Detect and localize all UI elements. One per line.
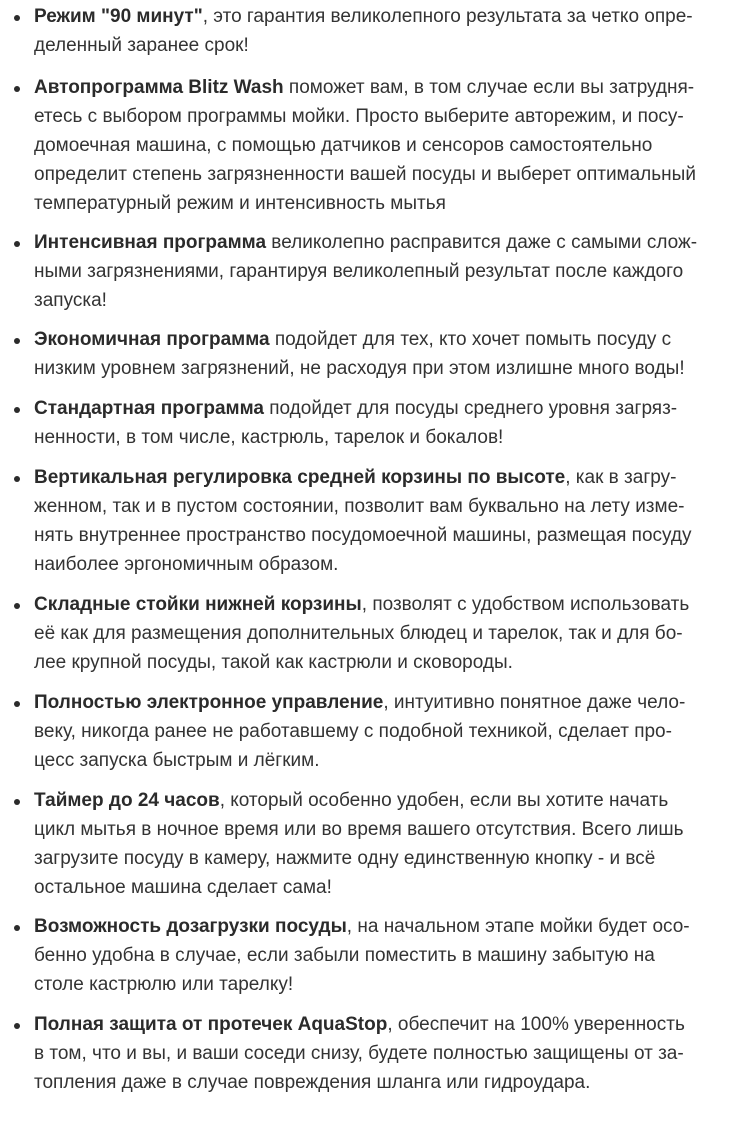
text-line — [34, 815, 744, 844]
text-line — [34, 941, 744, 970]
feature-description: цикл мытья в ночное время или во время вашего отсутствия. Всего лишь — [34, 819, 684, 840]
feature-item — [34, 2, 744, 60]
text-line — [34, 746, 744, 775]
text-line — [34, 2, 744, 31]
feature-description: , обеспечит на 100% уверенность — [387, 1014, 685, 1035]
feature-term: Полная защита от протечек AquaStop — [34, 1014, 388, 1035]
feature-term: Полностью электронное управление — [34, 692, 384, 713]
feature-term: Вертикальная регулировка средней корзины по высоте — [34, 467, 566, 488]
feature-description: запуска! — [34, 290, 107, 311]
feature-item — [34, 325, 744, 383]
text-line — [34, 688, 744, 717]
text-line — [34, 257, 744, 286]
feature-item — [34, 688, 744, 775]
text-line — [34, 844, 744, 873]
feature-description: , это гарантия великолепного результата за четко опре- — [202, 6, 693, 27]
feature-description: великолепно расправится даже с самыми слож- — [266, 232, 698, 253]
feature-term: Автопрограмма Blitz Wash — [34, 77, 284, 98]
feature-term: Возможность дозагрузки посуды — [34, 916, 347, 937]
text-line — [34, 1010, 744, 1039]
text-line — [34, 160, 744, 189]
text-line — [34, 521, 744, 550]
feature-description: , который особенно удобен, если вы хотите начать — [219, 790, 669, 811]
feature-term: Интенсивная программа — [34, 232, 267, 253]
text-line — [34, 423, 744, 452]
feature-description: определит степень загрязненности вашей посуды и выберет оптимальный — [34, 164, 696, 185]
feature-description: домоечная машина, с помощью датчиков и сенсоров самостоятельно — [34, 135, 653, 156]
text-line — [34, 102, 744, 131]
feature-description: остальное машина сделает сама! — [34, 877, 332, 898]
feature-item — [34, 394, 744, 452]
feature-description: ными загрязнениями, гарантируя великолепный результат после каждого — [34, 261, 684, 282]
feature-description: , как в загру- — [565, 467, 677, 488]
feature-description: подойдет для тех, кто хочет помыть посуду с — [269, 329, 672, 350]
feature-term: Складные стойки нижней корзины — [34, 594, 362, 615]
bullet-icon — [14, 86, 20, 92]
feature-description: , на начальном этапе мойки будет осо- — [346, 916, 690, 937]
text-line — [34, 492, 744, 521]
feature-description: , позволят с удобством использовать — [361, 594, 690, 615]
feature-description: подойдет для посуды среднего уровня загряз- — [263, 398, 678, 419]
bullet-icon — [14, 338, 20, 344]
text-line — [34, 1068, 744, 1097]
bullet-icon — [14, 1023, 20, 1029]
text-line — [34, 73, 744, 102]
feature-item — [34, 912, 744, 999]
text-line — [34, 354, 744, 383]
bullet-icon — [14, 603, 20, 609]
text-line — [34, 1039, 744, 1068]
feature-term: Экономичная программа — [34, 329, 270, 350]
bullet-icon — [14, 925, 20, 931]
feature-description: её как для размещения дополнительных блюдец и тарелок, так и для бо- — [34, 623, 683, 644]
text-line — [34, 912, 744, 941]
bullet-icon — [14, 407, 20, 413]
feature-description: бенно удобна в случае, если забыли поместить в машину забытую на — [34, 945, 655, 966]
text-line — [34, 131, 744, 160]
feature-description: , интуитивно понятное даже чело- — [383, 692, 686, 713]
feature-description: столе кастрюлю или тарелку! — [34, 974, 294, 995]
bullet-icon — [14, 799, 20, 805]
feature-description: деленный заранее срок! — [34, 35, 249, 56]
feature-description: веку, никогда ранее не работавшему с подобной техникой, сделает про- — [34, 721, 672, 742]
text-line — [34, 648, 744, 677]
bullet-icon — [14, 701, 20, 707]
feature-term: Таймер до 24 часов — [34, 790, 220, 811]
feature-description: наиболее эргономичным образом. — [34, 554, 339, 575]
text-line — [34, 189, 744, 218]
feature-description: ненности, в том числе, кастрюль, тарелок и бокалов! — [34, 427, 504, 448]
text-line — [34, 970, 744, 999]
feature-description: в том, что и вы, и ваши соседи снизу, будете полностью защищены от за- — [34, 1043, 684, 1064]
feature-item — [34, 463, 744, 579]
feature-description: поможет вам, в том случае если вы затрудня- — [283, 77, 695, 98]
bullet-icon — [14, 241, 20, 247]
feature-description: лее крупной посуды, такой как кастрюли и сковороды. — [34, 652, 513, 673]
feature-term: Стандартная программа — [34, 398, 264, 419]
feature-description: загрузите посуду в камеру, нажмите одну единственную кнопку - и всё — [34, 848, 656, 869]
feature-term: Режим "90 минут" — [34, 6, 203, 27]
text-line — [34, 619, 744, 648]
feature-item — [34, 786, 744, 902]
text-line — [34, 717, 744, 746]
text-line — [34, 394, 744, 423]
feature-item — [34, 590, 744, 677]
text-line — [34, 463, 744, 492]
text-line — [34, 228, 744, 257]
feature-description: етесь с выбором программы мойки. Просто выберите авторежим, и посу- — [34, 106, 684, 127]
text-line — [34, 873, 744, 902]
bullet-icon — [14, 476, 20, 482]
text-line — [34, 325, 744, 354]
feature-description: температурный режим и интенсивность мытья — [34, 193, 446, 214]
feature-item — [34, 228, 744, 315]
feature-description: женном, так и в пустом состоянии, позволит вам буквально на лету изме- — [34, 496, 685, 517]
text-line — [34, 786, 744, 815]
feature-description: цесс запуска быстрым и лёгким. — [34, 750, 320, 771]
feature-description: нять внутреннее пространство посудомоечной машины, размещая посуду — [34, 525, 692, 546]
feature-description: топления даже в случае повреждения шланга или гидроудара. — [34, 1072, 591, 1093]
text-line — [34, 286, 744, 315]
feature-item — [34, 1010, 744, 1097]
text-line — [34, 31, 744, 60]
text-line — [34, 590, 744, 619]
text-line — [34, 550, 744, 579]
feature-item — [34, 73, 744, 218]
bullet-icon — [14, 15, 20, 21]
feature-description: низким уровнем загрязнений, не расходуя при этом излишне много воды! — [34, 358, 685, 379]
